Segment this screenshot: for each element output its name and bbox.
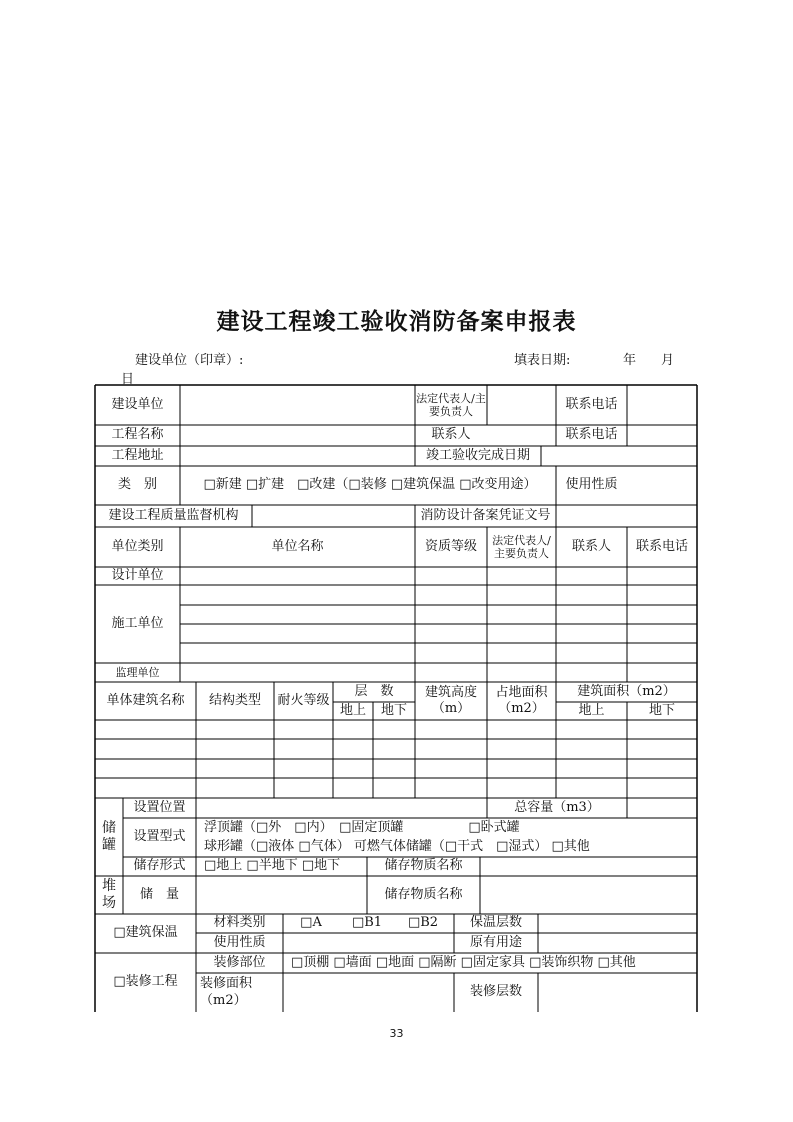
supervision-org-label: 建设工程质量监督机构 [108, 507, 239, 523]
decoration-label: □装修工程 [113, 974, 178, 990]
material-option-b1: □B1 [351, 915, 383, 931]
supervision-unit-label: 监理单位 [115, 665, 160, 679]
yard-label-2: 场 [102, 895, 116, 911]
qualification-header: 资质等级 [424, 538, 477, 554]
floor-area-header: 建筑面积（m2） [577, 683, 676, 699]
stored-material-label: 储存物质名称 [384, 858, 463, 874]
land-area-label: 占地面积 [495, 684, 548, 700]
stored-material2-label: 储存物质名称 [384, 886, 463, 902]
category-options: □新建 □扩建 □改建（□装修 □建筑保温 □改变用途） [203, 477, 537, 493]
yard-label-1: 堆 [102, 877, 116, 894]
storage-form-label: 储存形式 [133, 858, 186, 874]
storage-form-options: □地上 □半地下 □地下 [204, 858, 341, 874]
total-capacity-label: 总容量（m3） [514, 799, 600, 815]
decoration-part-label: 装修部位 [213, 954, 266, 970]
height-unit: （m） [431, 701, 471, 716]
tank-type-label: 设置型式 [133, 829, 186, 845]
tank-label-2: 罐 [102, 837, 116, 853]
contact-phone-label: 联系电话 [565, 396, 618, 412]
tank-type-options-1: 浮顶罐（□外 □内） □固定顶罐 □卧式罐 [204, 819, 520, 835]
fire-rating-header: 耐火等级 [277, 692, 330, 708]
material-option-a: □A [300, 915, 322, 931]
decoration-floors-label: 装修层数 [469, 984, 522, 1000]
build-unit-label: 建设单位 [111, 396, 164, 412]
floor-area-above-header: 地上 [578, 702, 605, 718]
design-record-no-label: 消防设计备案凭证文号 [420, 507, 551, 523]
tank-label-1: 储 [102, 819, 116, 836]
design-unit-label: 设计单位 [111, 567, 164, 583]
floors-above-header: 地上 [339, 702, 366, 718]
yard-label [95, 876, 123, 914]
usage-label: 使用性质 [565, 477, 618, 493]
decoration-area-label: 装修面积（m2） [200, 976, 253, 1008]
material-option-b2: □B2 [407, 915, 439, 931]
insulation-layers-label: 保温层数 [469, 915, 522, 931]
height-header [415, 682, 487, 720]
page-number: 33 [389, 1027, 404, 1040]
original-use-label: 原有用途 [469, 934, 522, 950]
decoration-part-options: □顶棚 □墙面 □地面 □隔断 □固定家具 □装饰织物 □其他 [291, 954, 636, 970]
year-label: 年 [623, 353, 637, 368]
contact-person-header: 联系人 [571, 538, 611, 554]
unit-name-header: 单位名称 [271, 538, 324, 554]
unit-type-header: 单位类别 [111, 538, 164, 554]
tank-position-label: 设置位置 [133, 799, 186, 815]
category-label: 类 别 [117, 477, 157, 493]
land-area-header [487, 682, 556, 720]
floor-area-below-header: 地下 [648, 702, 675, 718]
structure-type-header: 结构类型 [208, 692, 261, 708]
legal-rep-header: 法定代表人/主要负责人 [492, 533, 551, 560]
tank-type-options-2: 球形罐（□液体 □气体） 可燃气体储罐（□干式 □湿式） □其他 [204, 838, 590, 854]
insulation-usage-label: 使用性质 [213, 934, 266, 950]
legal-rep-label: 法定代表人/主要负责人 [416, 391, 486, 418]
tank-label [95, 798, 123, 876]
page-title: 建设工程竣工验收消防备案申报表 [216, 309, 577, 335]
contact-phone-header: 联系电话 [635, 538, 688, 554]
day-label: 日 [121, 372, 135, 387]
height-label: 建筑高度 [424, 684, 477, 700]
completion-date-label: 竣工验收完成日期 [425, 447, 530, 463]
contact-person-label: 联系人 [431, 427, 471, 443]
applicant-label: 建设单位（印章）: [135, 353, 244, 368]
insulation-label: □建筑保温 [113, 925, 178, 941]
floors-below-header: 地下 [380, 702, 407, 718]
contact-phone2-label: 联系电话 [565, 427, 618, 443]
fill-date-label: 填表日期: [514, 353, 571, 368]
construction-unit-label: 施工单位 [111, 615, 164, 631]
material-type-label: 材料类别 [213, 915, 266, 931]
month-label: 月 [661, 353, 675, 368]
project-address-label: 工程地址 [111, 447, 164, 463]
land-area-unit: （m2） [498, 701, 545, 716]
building-name-header: 单体建筑名称 [106, 692, 185, 708]
floors-header: 层 数 [354, 683, 394, 699]
project-name-label: 工程名称 [111, 427, 164, 443]
storage-amount-label: 储 量 [139, 886, 179, 902]
